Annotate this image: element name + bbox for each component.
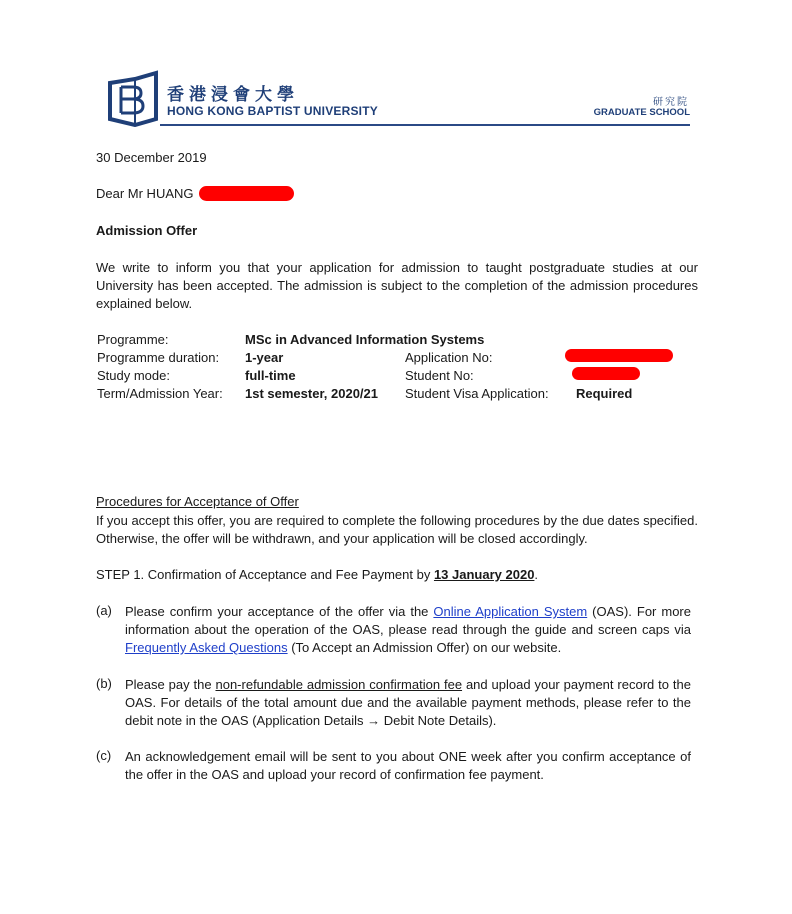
graduate-school-chinese: 研究院 bbox=[653, 97, 689, 108]
student-no-label: Student No: bbox=[405, 368, 474, 383]
visa-label: Student Visa Application: bbox=[405, 386, 549, 401]
application-no-label: Application No: bbox=[405, 350, 493, 365]
item-b-label: (b) bbox=[96, 676, 112, 691]
item-a-label: (a) bbox=[96, 603, 112, 618]
intro-paragraph: We write to inform you that your application for admission to taught postgraduate studies at our University has been accepted. The admission is subject to the completion of the admission procedures explained below. bbox=[96, 260, 698, 311]
arrow-right-icon: → bbox=[367, 713, 381, 728]
duration-value: 1-year bbox=[245, 350, 284, 365]
duration-label: Programme duration: bbox=[97, 350, 220, 365]
item-b-part3: Debit Note Details). bbox=[380, 713, 497, 728]
study-mode-label: Study mode: bbox=[97, 368, 170, 383]
online-application-system-link[interactable]: Online Application System bbox=[433, 604, 588, 619]
item-b-text bbox=[125, 676, 691, 730]
redacted-application-no bbox=[565, 349, 673, 362]
header-divider bbox=[160, 124, 690, 126]
letter-subject: Admission Offer bbox=[96, 223, 198, 238]
graduate-school-english: GRADUATE SCHOOL bbox=[593, 107, 690, 118]
procedures-intro: If you accept this offer, you are required to complete the following procedures by the due dates specified. Otherwise, the offer will be withdrawn, and your application will be closed accordingly. bbox=[96, 513, 698, 546]
term-label: Term/Admission Year: bbox=[97, 386, 223, 401]
step1-prefix: STEP 1. Confirmation of Acceptance and Fee Payment by bbox=[96, 567, 434, 582]
programme-value: MSc in Advanced Information Systems bbox=[245, 332, 485, 347]
item-a-part3: (To Accept an Admission Offer) on our website. bbox=[287, 640, 562, 655]
step1-heading bbox=[96, 567, 538, 582]
item-a-text bbox=[125, 603, 691, 657]
programme-label: Programme: bbox=[97, 332, 169, 347]
confirmation-fee-text: non-refundable admission confirmation fee bbox=[215, 677, 463, 692]
visa-value: Required bbox=[576, 386, 633, 401]
item-a-part1: Please confirm your acceptance of the offer via the bbox=[125, 604, 434, 619]
term-value: 1st semester, 2020/21 bbox=[245, 386, 378, 401]
item-c-label: (c) bbox=[96, 748, 112, 763]
item-a-part2: (OAS). For more information about the operation of the OAS, please read through the guide and screen caps via bbox=[125, 604, 691, 637]
study-mode-value: full-time bbox=[245, 368, 296, 383]
item-c-text: An acknowledgement email will be sent to you about ONE week after you confirm acceptance of the offer in the OAS and upload your record of confirmation fee payment. bbox=[125, 749, 691, 782]
item-b-part2: and upload your payment record to the OAS. For details of the total amount due and the available payment methods, please refer to the debit note in the OAS (Application Details bbox=[125, 677, 691, 728]
redacted-name bbox=[199, 186, 294, 201]
faq-link[interactable]: Frequently Asked Questions bbox=[125, 640, 288, 655]
redacted-student-no bbox=[572, 367, 640, 380]
salutation: Dear Mr HUANG bbox=[96, 186, 194, 201]
university-name-chinese: 香港浸會大學 bbox=[167, 85, 299, 105]
hkbu-logo-icon bbox=[107, 69, 159, 127]
procedures-heading: Procedures for Acceptance of Offer bbox=[96, 494, 299, 509]
university-name-english: HONG KONG BAPTIST UNIVERSITY bbox=[167, 104, 378, 118]
letter-date: 30 December 2019 bbox=[96, 150, 207, 165]
step1-due-date: 13 January 2020 bbox=[433, 567, 535, 582]
item-b-part1: Please pay the bbox=[125, 677, 216, 692]
step1-suffix: . bbox=[534, 567, 539, 582]
